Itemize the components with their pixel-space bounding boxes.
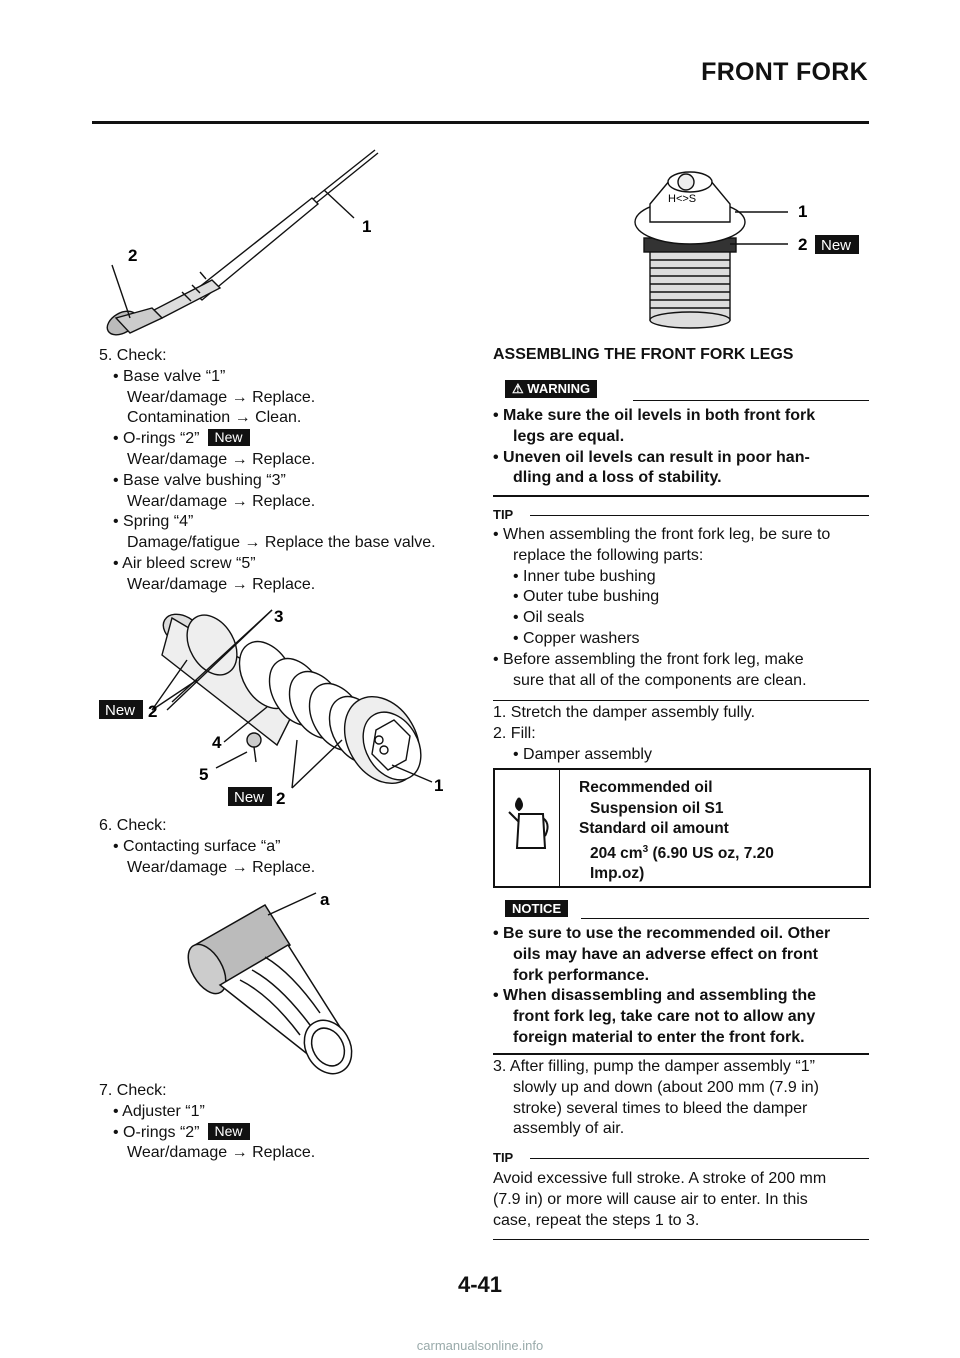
- step3-line: assembly of air.: [513, 1120, 625, 1138]
- tip-label: TIP: [493, 507, 514, 522]
- check5-line: • Spring “4”: [113, 513, 194, 531]
- page-number: 4-41: [457, 1272, 503, 1297]
- spec-text: [579, 778, 774, 885]
- check5-line-text: • O-rings “2”: [113, 430, 200, 448]
- watermark: carmanualsonline.info: [416, 1338, 544, 1353]
- check7-line: • Adjuster “1”: [113, 1102, 205, 1120]
- fig4-label-2: 2: [798, 235, 808, 254]
- tip1-line: • When assembling the front fork leg, be sure to: [493, 526, 831, 543]
- spec-line: Imp.oz): [590, 865, 645, 883]
- warning-line: dling and a loss of stability.: [513, 469, 722, 487]
- check6-line: • Contacting surface “a”: [113, 837, 281, 855]
- check5-line: • Base valve “1”: [113, 367, 226, 385]
- tip1-line: • Before assembling the front fork leg, make: [493, 650, 804, 668]
- check5-line: • Base valve bushing “3”: [113, 471, 286, 489]
- check6-list: [99, 816, 459, 878]
- page-header-title: FRONT FORK: [701, 58, 868, 86]
- tip1-line: • Copper washers: [513, 629, 640, 647]
- check7-line: Wear/damage → Replace.: [127, 1144, 316, 1162]
- tip1-line: • Outer tube bushing: [513, 588, 660, 606]
- oil-spec-box: [493, 768, 871, 888]
- tip2-label: TIP: [493, 1150, 514, 1165]
- tip1-list: [493, 525, 869, 691]
- warning-triangle-icon: ⚠: [512, 381, 524, 396]
- notice-line: foreign material to enter the front fork.: [513, 1028, 805, 1046]
- warning-tag: [505, 380, 597, 398]
- notice-line: front fork leg, take care not to allow any: [513, 1008, 816, 1026]
- check5-line: 5. Check:: [99, 347, 167, 364]
- tip2-line: (7.9 in) or more will cause air to enter. In this: [493, 1190, 808, 1208]
- check5-line: Wear/damage → Replace.: [127, 388, 316, 406]
- check7-list: [99, 1081, 459, 1164]
- fig-adjuster: [170, 885, 370, 1085]
- check6-line: 6. Check:: [99, 817, 167, 834]
- tip-rule: [530, 515, 869, 516]
- steps-list: [493, 703, 869, 765]
- step3-line: stroke) several times to bleed the damper: [513, 1099, 808, 1117]
- fig2-label-1: 1: [434, 776, 444, 795]
- fig2-label-5: 5: [199, 765, 209, 784]
- check7-line: 7. Check:: [99, 1082, 167, 1099]
- fig2-label-2: 2: [148, 702, 158, 721]
- fig1-label-2: 2: [128, 246, 138, 265]
- check7-line-text: • O-rings “2”: [113, 1123, 200, 1141]
- notice-line: oils may have an adverse effect on front: [513, 945, 818, 963]
- check5-line: [99, 429, 459, 450]
- notice-line: • Be sure to use the recommended oil. Other: [493, 925, 831, 942]
- spec-amount: 204 cm: [590, 844, 643, 862]
- step-line: 2. Fill:: [493, 724, 536, 742]
- section-title: ASSEMBLING THE FRONT FORK LEGS: [493, 346, 794, 363]
- fig1-label-1: 1: [362, 217, 372, 236]
- new-badge: New: [208, 1123, 250, 1140]
- fig2-new-text: New: [105, 702, 136, 719]
- tip1-bottom-rule: [493, 700, 869, 701]
- check5-line: Contamination → Clean.: [127, 409, 302, 427]
- fig3-label-a: a: [320, 890, 330, 909]
- spec-line: Standard oil amount: [579, 820, 729, 837]
- warning-line: • Make sure the oil levels in both front fork: [493, 407, 816, 424]
- spec-divider: [559, 770, 560, 886]
- fig2-label-3: 3: [274, 607, 284, 626]
- check5-line: Wear/damage → Replace.: [127, 575, 316, 593]
- check5-line: Damage/fatigue → Replace the base valve.: [127, 534, 436, 552]
- fig2-new-text: New: [234, 789, 265, 806]
- warning-bottom-rule: [493, 495, 869, 497]
- warning-tag-text: WARNING: [527, 381, 591, 396]
- notice-tag-row: [493, 900, 869, 922]
- warning-rule: [633, 400, 869, 401]
- step-line: • Damper assembly: [513, 745, 652, 763]
- step3-list: [493, 1057, 869, 1140]
- check5-line: Wear/damage → Replace.: [127, 492, 316, 510]
- tip1-line: • Oil seals: [513, 609, 585, 627]
- fig-base-valve-rod: [92, 140, 392, 340]
- fig-fork-cap: [620, 160, 870, 330]
- fig2-label-2b: 2: [276, 789, 286, 808]
- spec-amount-rest: (6.90 US oz, 7.20: [648, 844, 774, 862]
- tip2-list: [493, 1169, 869, 1231]
- warning-line: • Uneven oil levels can result in poor han-: [493, 448, 810, 466]
- notice-tag: NOTICE: [505, 900, 568, 917]
- tip2-line: Avoid excessive full stroke. A stroke of 200 mm: [493, 1170, 827, 1187]
- spec-line: [579, 840, 774, 865]
- spec-sup: 3: [642, 843, 649, 855]
- fig4-cap-text: H<>S: [668, 193, 697, 205]
- check5-line: • Air bleed screw “5”: [113, 554, 256, 572]
- notice-bottom-rule: [493, 1053, 869, 1055]
- check6-line: Wear/damage → Replace.: [127, 858, 316, 876]
- check5-list: [99, 346, 459, 596]
- check5-line: Wear/damage → Replace.: [127, 450, 316, 468]
- check7-line: [99, 1123, 459, 1144]
- step3-line: 3. After filling, pump the damper assembly “1”: [493, 1058, 815, 1075]
- tip2-rule: [530, 1158, 869, 1159]
- notice-line: fork performance.: [513, 966, 650, 984]
- step-line: 1. Stretch the damper assembly fully.: [493, 704, 756, 721]
- step3-line: slowly up and down (about 200 mm (7.9 in): [513, 1078, 819, 1096]
- fig-base-valve-assembly: [92, 600, 462, 815]
- fig4-label-1: 1: [798, 202, 808, 221]
- oil-can-icon: [505, 794, 551, 850]
- fig4-new-text: New: [821, 237, 852, 254]
- tip1-line: sure that all of the components are clean.: [513, 671, 807, 689]
- notice-line: • When disassembling and assembling the: [493, 987, 816, 1005]
- tip1-line: replace the following parts:: [513, 546, 704, 564]
- warning-line: legs are equal.: [513, 427, 625, 445]
- fig2-label-4: 4: [212, 733, 222, 752]
- notice-rule: [581, 918, 869, 919]
- tip1-line: • Inner tube bushing: [513, 567, 656, 585]
- tip2-bottom-rule: [493, 1239, 869, 1240]
- new-badge: New: [208, 429, 250, 446]
- warning-tag-row: [493, 380, 869, 402]
- notice-list: [493, 924, 869, 1049]
- spec-line: Recommended oil: [579, 779, 713, 796]
- header-rule: [92, 121, 869, 124]
- spec-line: Suspension oil S1: [590, 799, 724, 817]
- warning-list: [493, 406, 869, 489]
- tip2-line: case, repeat the steps 1 to 3.: [493, 1211, 700, 1229]
